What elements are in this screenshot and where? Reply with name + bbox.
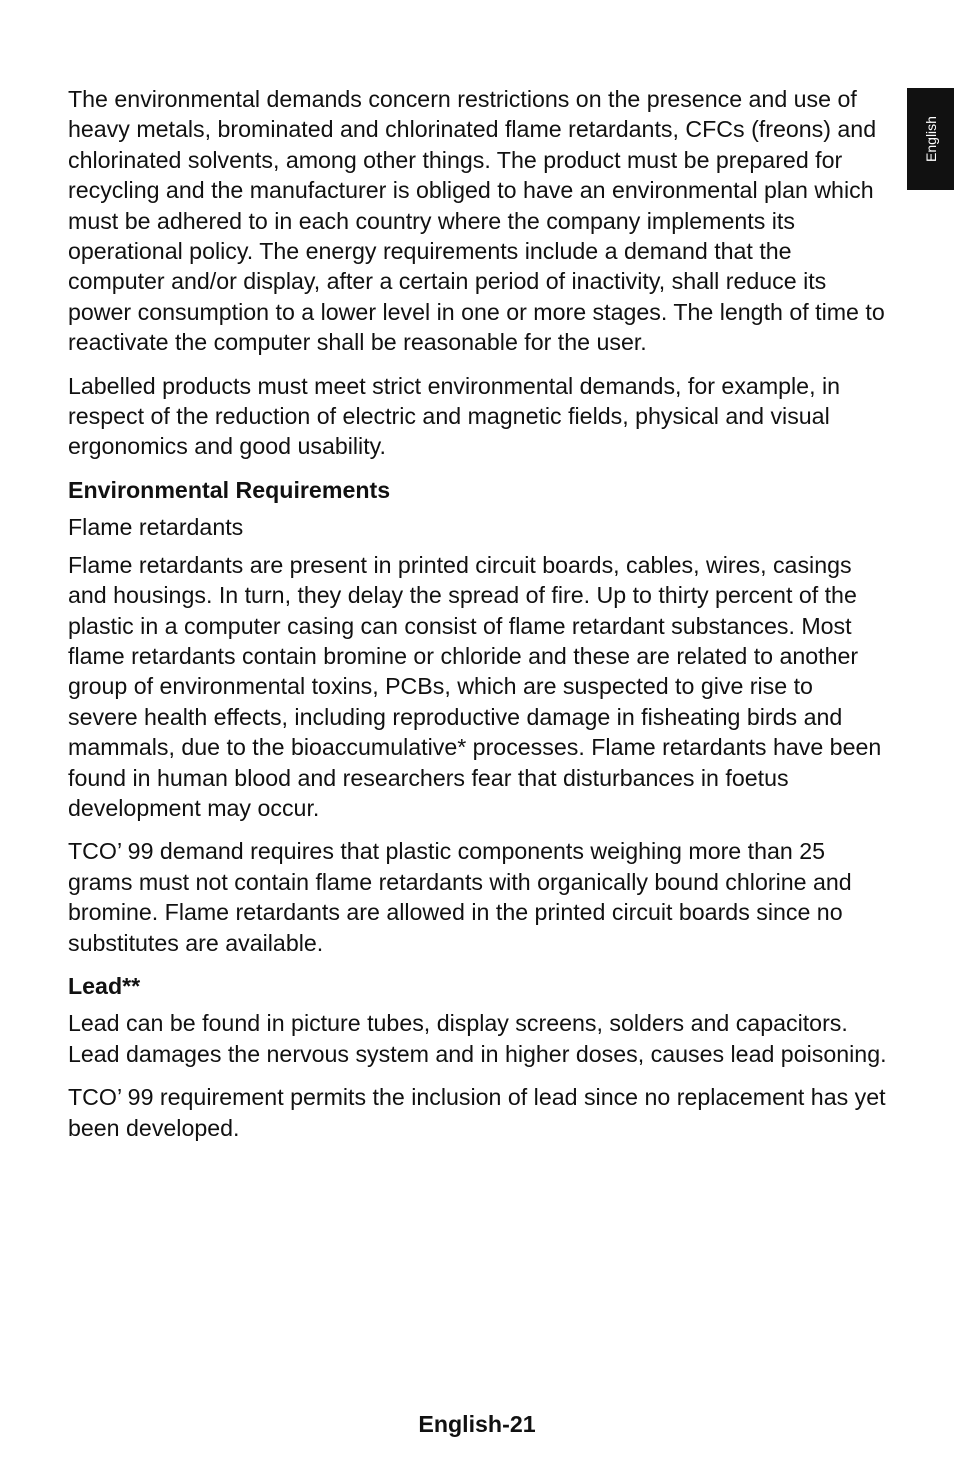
heading-lead: Lead** — [68, 972, 141, 999]
subheading-flame-retardants: Flame retardants — [68, 514, 244, 541]
page-number: English-21 — [418, 1411, 536, 1437]
page-content — [68, 84, 888, 1143]
paragraph-environmental-demands: The environmental demands concern restrictions on the presence and use of heavy metals, brominated and chlorinated flame retardants, CFCs (freons) and chlorinated solvents, among other things. The product must be prepared for recycling and the manufacturer is obliged to have an environmental plan which must be adhered to in each country where the company implements its operational policy. The energy requirements include a demand that the computer and/or display, after a certain period of inactivity, shall reduce its power consumption to a lower level in one or more stages. The length of time to reactivate the computer shall be reasonable for the user. — [68, 86, 885, 356]
language-tab — [907, 88, 954, 190]
paragraph-flame-retardants: Flame retardants are present in printed circuit boards, cables, wires, casings and housings. In turn, they delay the spread of fire. Up to thirty percent of the plastic in a computer casing can consist of flame retardant substances. Most flame retardants contain bromine or chloride and these are related to another group of environmental toxins, PCBs, which are suspected to give rise to severe health effects, including reproductive damage in fisheating birds and mammals, due to the bioaccumulative* processes. Flame retardants have been found in human blood and researchers fear that disturbances in foetus development may occur. — [68, 551, 882, 821]
paragraph-lead: Lead can be found in picture tubes, display screens, solders and capacitors. Lead damages the nervous system and in higher doses, causes lead poisoning. — [68, 1010, 887, 1067]
paragraph-tco-flame-demand: TCO’ 99 demand requires that plastic components weighing more than 25 grams must not contain flame retardants with organically bound chlorine and bromine. Flame retardants are allowed in the printed circuit boards since no substitutes are available. — [68, 838, 852, 956]
paragraph-tco-lead-requirement: TCO’ 99 requirement permits the inclusion of lead since no replacement has yet been developed. — [68, 1084, 886, 1141]
paragraph-labelled-products: Labelled products must meet strict environmental demands, for example, in respect of the reduction of electric and magnetic fields, physical and visual ergonomics and good usability. — [68, 372, 841, 460]
heading-environmental-requirements: Environmental Requirements — [68, 476, 391, 503]
language-tab-label: English — [922, 116, 939, 162]
